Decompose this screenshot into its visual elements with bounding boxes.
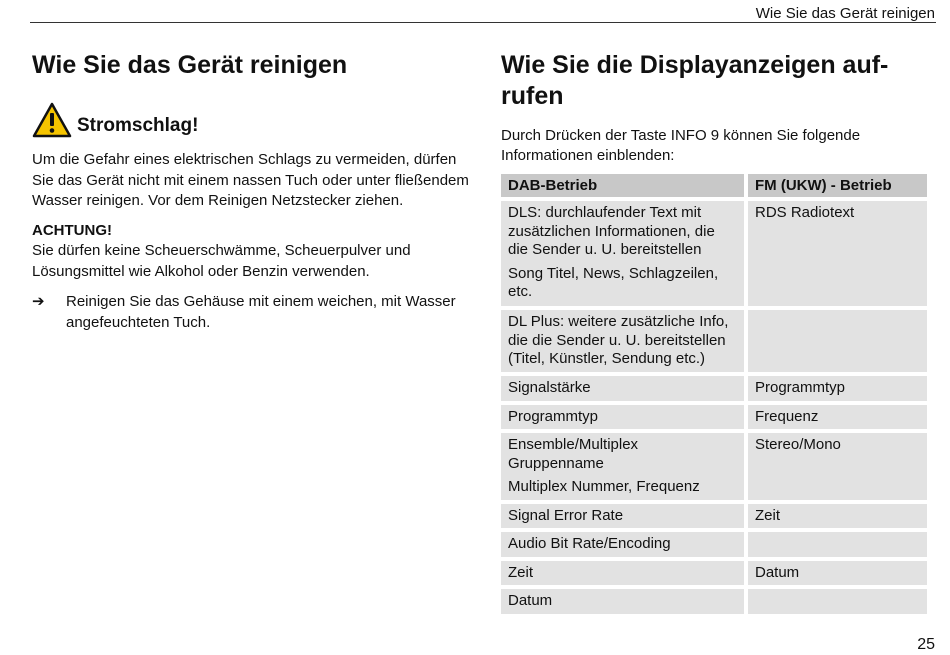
dab-cell: Signal Error Rate [501,504,744,529]
dab-cell-line: Song Titel, News, Schlagzeilen, etc. [508,264,719,300]
table-row [501,504,927,529]
achtung-paragraph: Sie dürfen keine Scheuerschwämme, Scheuerpulver und Lösungsmittel wie Alkohol oder Benzin verwenden. [32,242,411,280]
fm-cell: Datum [748,561,927,586]
table-row [501,561,927,586]
fm-cell: Zeit [748,504,927,529]
warning-triangle-icon [32,102,72,138]
table-row [501,376,927,401]
display-info-title-line1: Wie Sie die Displayanzeigen auf- [501,51,889,79]
dab-cell: Zeit [501,561,744,586]
dab-cell: Datum [501,589,744,614]
dab-cell: Programmtyp [501,405,744,430]
info-table [497,170,931,618]
dab-cell-line: DLS: durchlaufender Text mit zusätzlichen Informationen, die die Sender u. U. bereitstellen [508,204,715,258]
warning-title: Stromschlag! [77,115,199,136]
display-info-section [501,50,926,618]
instruction-item [32,292,472,333]
header-rule [30,22,936,23]
table-row [501,589,927,614]
warning-paragraph: Um die Gefahr eines elektrischen Schlags zu vermeiden, dürfen Sie das Gerät nicht mit einem nassen Tuch oder unter fließendem Wasser reinigen. Vor dem Reinigen Netzstecker ziehen. [32,151,469,209]
display-info-title [501,50,926,112]
dab-cell [501,201,744,306]
fm-cell: Frequenz [748,405,927,430]
table-row [501,532,927,557]
table-row [501,433,927,500]
display-info-title-line2: rufen [501,82,564,110]
table-row [501,405,927,430]
display-info-intro: Durch Drücken der Taste INFO 9 können Sie folgende Informationen einblenden: [501,127,861,164]
fm-cell: Programmtyp [748,376,927,401]
dab-cell: Signalstärke [501,376,744,401]
dab-cell-line: Ensemble/Multiplex Gruppenname [508,436,639,472]
fm-cell [748,532,927,557]
fm-cell: RDS Radiotext [748,201,927,306]
dab-cell: Audio Bit Rate/Encoding [501,532,744,557]
dab-cell-line: Multiplex Nummer, Frequenz [508,478,700,495]
cleaning-section [32,50,472,333]
cleaning-title: Wie Sie das Gerät reinigen [32,51,348,79]
dab-cell [501,310,744,372]
table-row [501,310,927,372]
header-dab: DAB-Betrieb [501,174,744,197]
fm-cell [748,310,927,372]
running-head: Wie Sie das Gerät reinigen [755,5,935,22]
fm-cell [748,589,927,614]
arrow-icon: ➔ [32,293,45,310]
table-row [501,201,927,306]
dab-cell-line: DL Plus: weitere zusätzliche Info, die die Sender u. U. bereitstellen (Titel, Künstler, Sendung etc.) [508,313,729,367]
page-number: 25 [917,636,935,653]
achtung-label: ACHTUNG! [32,221,112,239]
warning-block [32,102,472,138]
instruction-text: Reinigen Sie das Gehäuse mit einem weichen, mit Wasser angefeuchteten Tuch. [66,293,456,331]
fm-cell: Stereo/Mono [748,433,927,500]
header-fm: FM (UKW) - Betrieb [748,174,927,197]
dab-cell [501,433,744,500]
table-header-row [501,174,927,197]
